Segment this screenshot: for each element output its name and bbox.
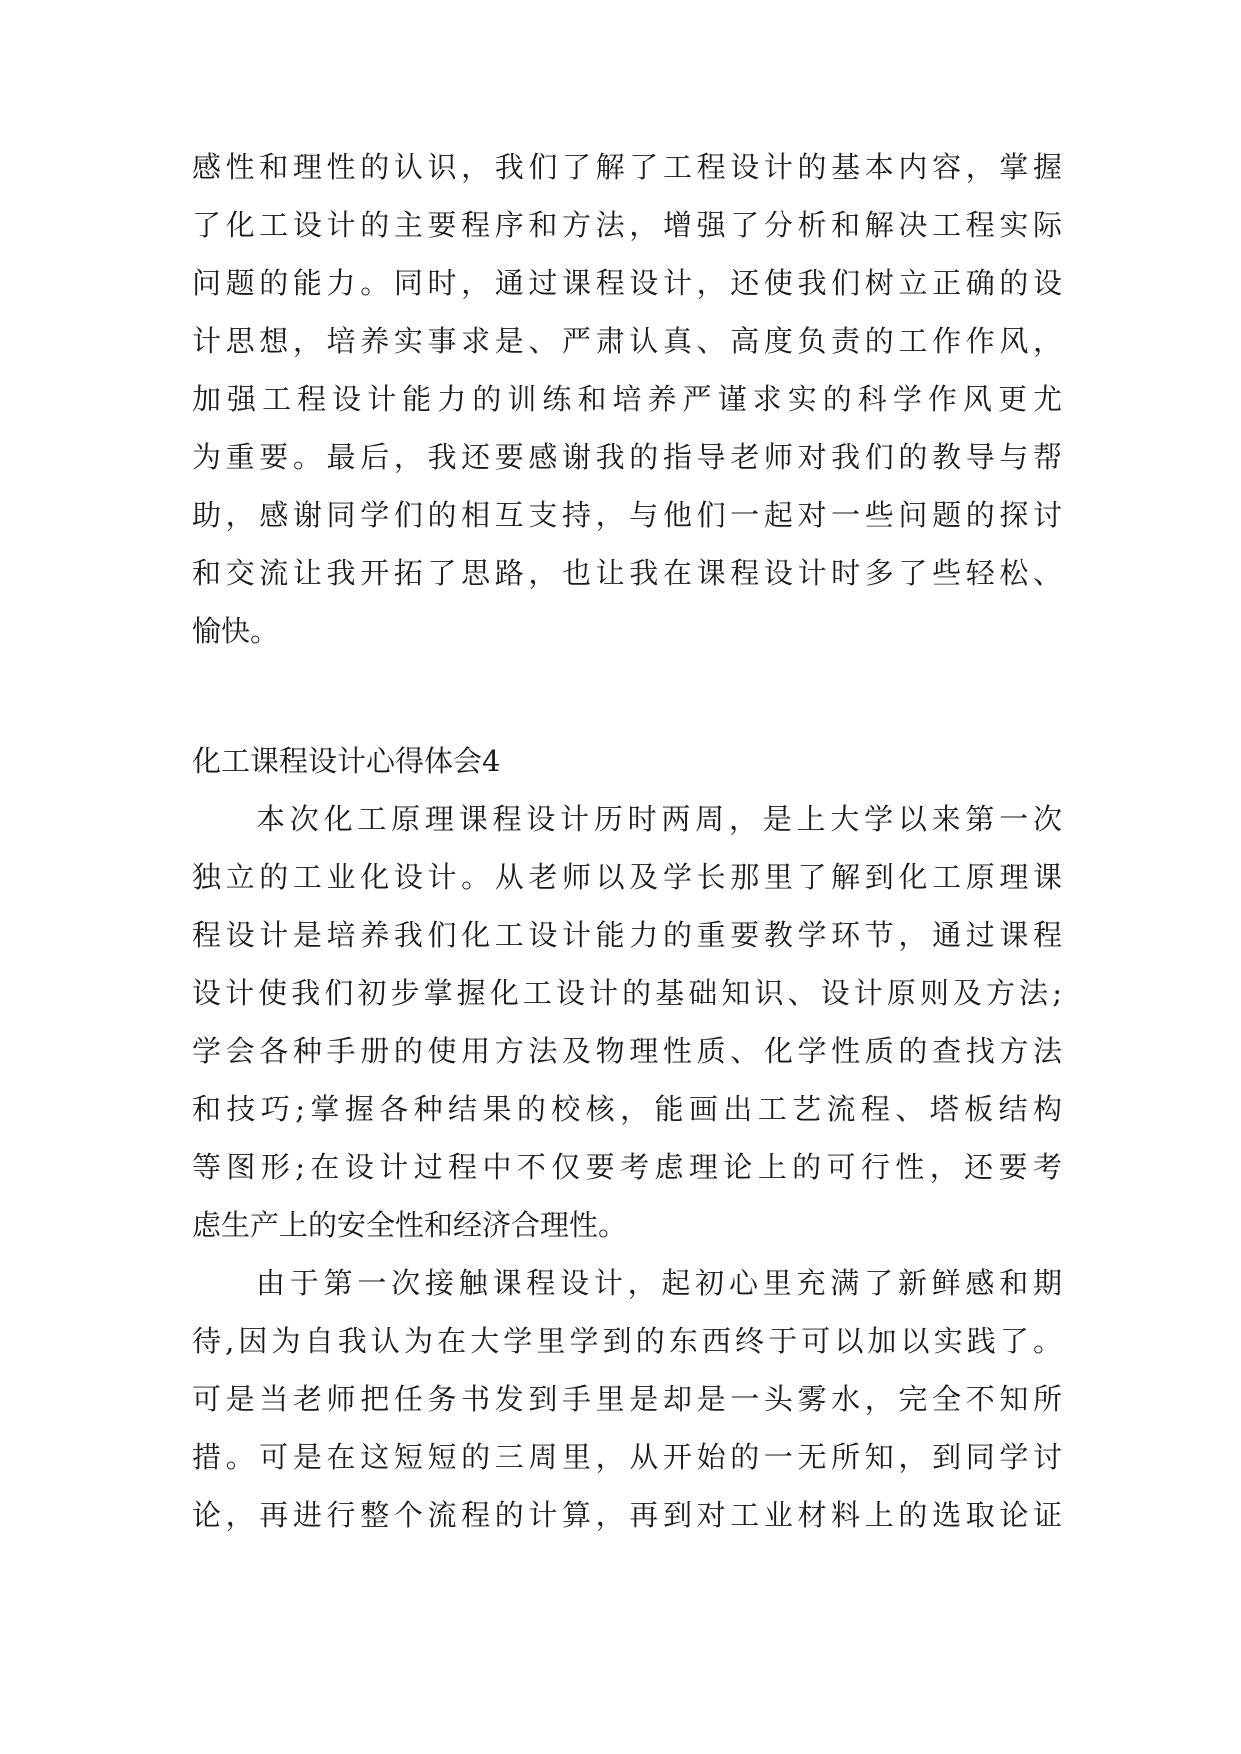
paragraph-1-line-4: 计思想，培养实事求是、严肃认真、高度负责的工作作风， <box>192 324 1062 358</box>
paragraph-2-line-8: 虑生产上的安全性和经济合理性。 <box>192 1208 628 1242</box>
paragraph-3-line-2: 待,因为自我认为在大学里学到的东西终于可以加以实践了。 <box>192 1324 1062 1358</box>
paragraph-1-line-1: 感性和理性的认识，我们了解了工程设计的基本内容，掌握 <box>192 150 1062 184</box>
paragraph-3-line-1: 由于第一次接触课程设计，起初心里充满了新鲜感和期 <box>256 1266 1062 1300</box>
paragraph-2-line-1: 本次化工原理课程设计历时两周，是上大学以来第一次 <box>256 802 1062 836</box>
paragraph-1-line-6: 为重要。最后，我还要感谢我的指导老师对我们的教导与帮 <box>192 440 1062 474</box>
paragraph-3-line-4: 措。可是在这短短的三周里，从开始的一无所知，到同学讨 <box>192 1440 1062 1474</box>
paragraph-2-line-7: 等图形;在设计过程中不仅要考虑理论上的可行性，还要考 <box>192 1150 1062 1184</box>
paragraph-1-line-8: 和交流让我开拓了思路，也让我在课程设计时多了些轻松、 <box>192 556 1062 590</box>
paragraph-2-line-2: 独立的工业化设计。从老师以及学长那里了解到化工原理课 <box>192 860 1062 894</box>
paragraph-1-line-7: 助，感谢同学们的相互支持，与他们一起对一些问题的探讨 <box>192 498 1062 532</box>
paragraph-2-line-5: 学会各种手册的使用方法及物理性质、化学性质的查找方法 <box>192 1034 1062 1068</box>
paragraph-1-line-9: 愉快。 <box>192 614 280 648</box>
paragraph-2-line-4: 设计使我们初步掌握化工设计的基础知识、设计原则及方法; <box>192 976 1062 1010</box>
paragraph-2-line-6: 和技巧;掌握各种结果的校核，能画出工艺流程、塔板结构 <box>192 1092 1062 1126</box>
paragraph-1-line-3: 问题的能力。同时，通过课程设计，还使我们树立正确的设 <box>192 266 1062 300</box>
section-heading: 化工课程设计心得体会4 <box>192 744 501 778</box>
paragraph-1-line-2: 了化工设计的主要程序和方法，增强了分析和解决工程实际 <box>192 208 1062 242</box>
paragraph-3-line-3: 可是当老师把任务书发到手里是却是一头雾水，完全不知所 <box>192 1382 1062 1416</box>
paragraph-3-line-5: 论，再进行整个流程的计算，再到对工业材料上的选取论证 <box>192 1498 1062 1532</box>
paragraph-1-line-5: 加强工程设计能力的训练和培养严谨求实的科学作风更尤 <box>192 382 1062 416</box>
paragraph-2-line-3: 程设计是培养我们化工设计能力的重要教学环节，通过课程 <box>192 918 1062 952</box>
